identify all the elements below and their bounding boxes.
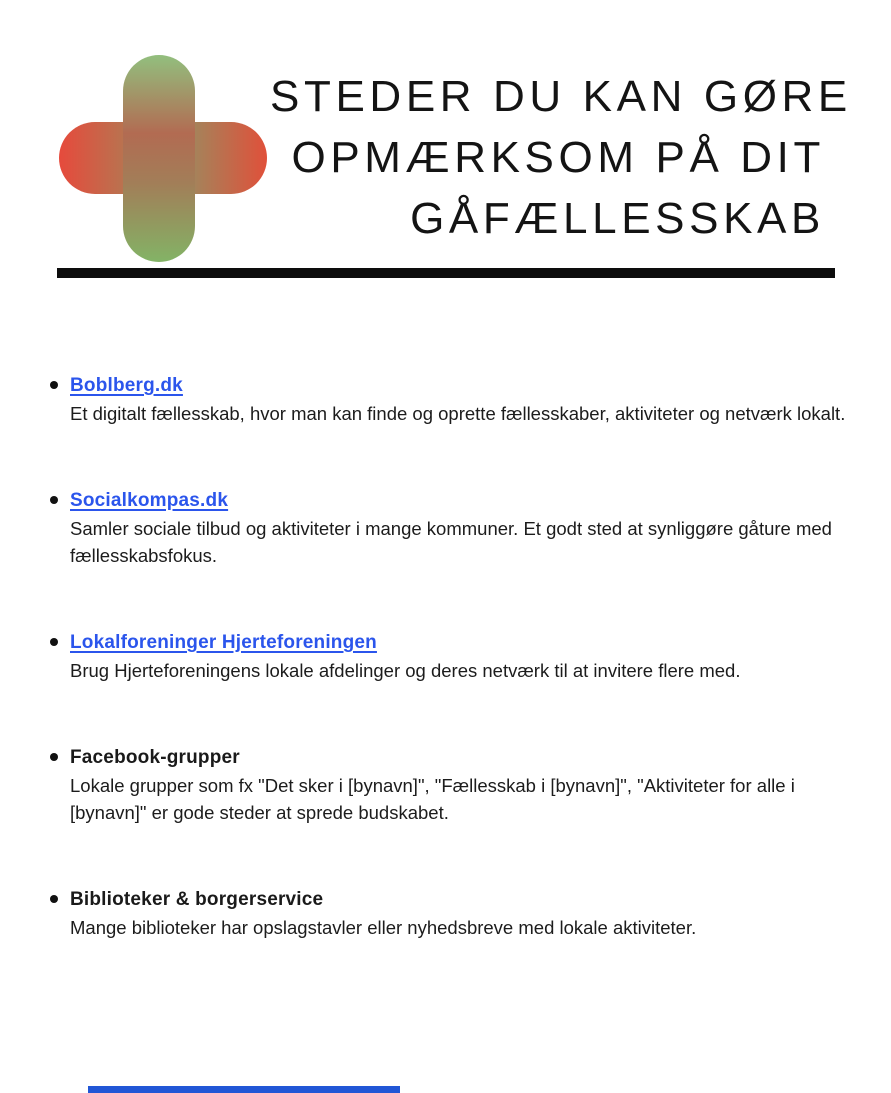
item-description: Brug Hjerteforeningens lokale afdelinger og deres netværk til at invitere flere med.	[70, 660, 741, 681]
facebook-grupper-heading: Facebook-grupper	[70, 747, 240, 768]
list-item	[48, 886, 855, 941]
bullet-dot-icon	[50, 895, 58, 903]
page-title	[270, 66, 852, 249]
list-item	[48, 487, 855, 569]
item-description: Mange biblioteker har opslagstavler eller nyhedsbreve med lokale aktiviteter.	[70, 917, 697, 938]
item-description: Et digitalt fællesskab, hvor man kan finde og oprette fællesskaber, aktiviteter og netværk lokalt.	[70, 403, 846, 424]
list-item	[48, 372, 855, 427]
biblioteker-heading: Biblioteker & borgerservice	[70, 889, 324, 910]
boblberg-link[interactable]: Boblberg.dk	[70, 375, 183, 396]
cross-logo-icon	[59, 55, 267, 262]
item-description: Samler sociale tilbud og aktiviteter i mange kommuner. Et godt sted at synliggøre gåture med fællesskabsfokus.	[70, 518, 832, 566]
bullet-dot-icon	[50, 496, 58, 504]
bullet-dot-icon	[50, 753, 58, 761]
page-title-line: OPMÆRKSOM PÅ DIT	[291, 133, 825, 182]
list-item	[48, 629, 855, 684]
bullet-dot-icon	[50, 638, 58, 646]
socialkompas-link[interactable]: Socialkompas.dk	[70, 490, 229, 511]
list-item	[48, 744, 855, 826]
page-title-line: GÅFÆLLESSKAB	[410, 194, 825, 243]
header-divider	[57, 268, 835, 278]
footer-accent-bar	[88, 1086, 400, 1093]
item-description: Lokale grupper som fx "Det sker i [bynavn]", "Fællesskab i [bynavn]", "Aktiviteter for alle i [bynavn]" er gode steder at sprede budskabet.	[70, 775, 795, 823]
page-title-line: STEDER DU KAN GØRE	[270, 72, 852, 121]
resources-list	[48, 372, 855, 1001]
hjerteforeningen-link[interactable]: Lokalforeninger Hjerteforeningen	[70, 632, 377, 653]
bullet-dot-icon	[50, 381, 58, 389]
